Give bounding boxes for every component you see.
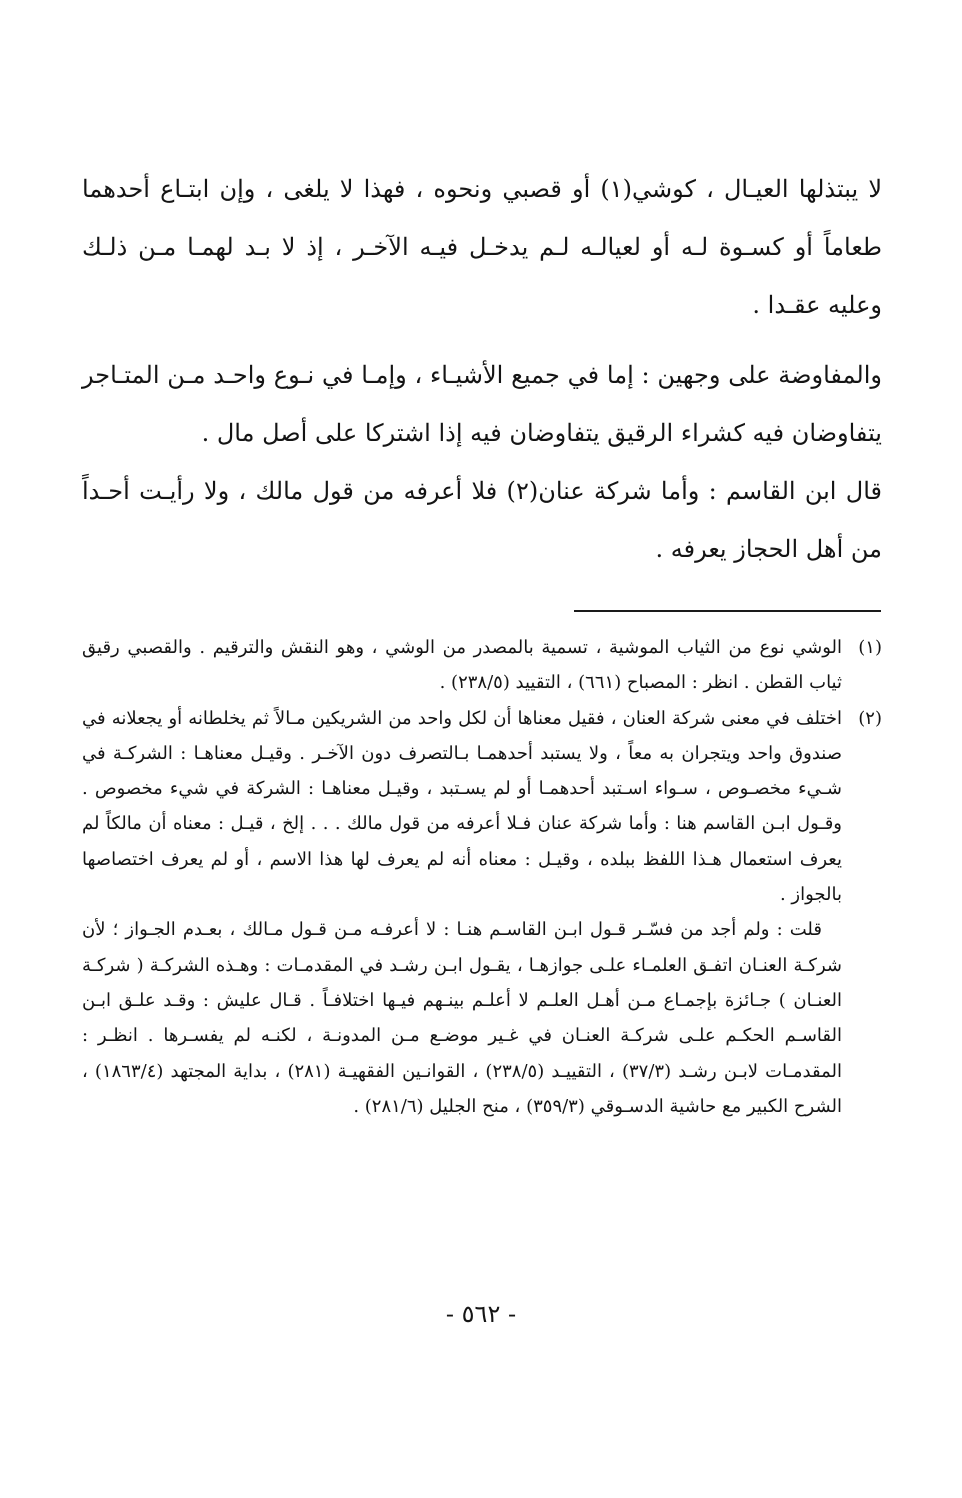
paragraph-3: قال ابن القاسم : وأما شركة عنان(٢) فلا أعرفه من قول مالك ، ولا رأيـت أحـداً من أهل الحجاز يعرفه . xyxy=(82,477,883,563)
page-number: - ٥٦٢ - xyxy=(445,1300,517,1328)
footnote-2 xyxy=(82,701,882,913)
footnote-1-number: (١) xyxy=(858,637,882,658)
paragraph-1: لا يبتذلها العيـال ، كوشي(١) أو قصبي ونحوه ، فهذا لا يلغى ، وإن ابتـاع أحدهما طعاماً أو كسـوة لـه أو لعيالـه لـم يدخـل فيـه الآخـر ، إذ لا بـد لهمـا مـن ذلـك وعليه عقـدا . xyxy=(82,175,883,319)
footnote-separator xyxy=(574,610,881,612)
footnote-2-number: (٢) xyxy=(858,707,882,729)
footnote-2-text: اختلف في معنى شركة العنان ، فقيل معناها أن لكل واحد من الشريكين مـالاً ثم يخلطانه أو يجعلانه في صندوق واحد ويتجران به معاً ، ولا يستبد أحدهمـا بـالتصرف دون الآخـر . وقيـل معناهـا : الشركـة في شـيء مخصـوص ، سـواء اسـتبد أحدهمـا أو لم يسـتبد ، وقيـل معناهـا : الشركة في شيء مخصوص . وقـول ابـن القاسم هنا : وأما شركة عنان فـلا أعرفه من قول مالك . . . إلخ ، قيـل : معناه أن مالكاً لم يعرف استعمال هـذا اللفظ ببلده ، وقيـل : معناه أنه لم يعرف لها هذا الاسم ، أو لم يعرف اختصاصها بالجواز . xyxy=(82,707,842,906)
main-text-body xyxy=(82,160,882,578)
footnotes-section xyxy=(82,630,882,1124)
footnote-2-note: قلت : ولم أجد من فسّـر قـول ابـن القاسـم هنـا : لا أعرفـه مـن قـول مـالك ، بعـدم الجـواز ؛ لأن شركـة العنـان اتفـق العلمـاء علـى جوازهـا ، يقـول ابـن رشـد في المقدمـات : وهـذه الشركـة ( شركـة العنـان ) جـائزة بإجمـاع مـن أهـل العلـم لا أعلـم بينـهم فيـها اختلافـاً . قـال عليش : وقـد علـق ابـن القاسـم الحكـم علـى شركـة العنـان في غـير موضـع مـن المدونـة ، لكنـه لم يفسـرها . انظـر : المقدمـات لابـن رشـد (٣٧/٣) ، التقييـد (٢٣٨/٥) ، القوانـين الفقهيـة (٢٨١) ، بداية المجتهد (١٨٦٣/٤) ، الشرح الكبير مع حاشية الدسـوقي (٣٥٩/٣) ، منح الجليل (٢٨١/٦) . xyxy=(82,919,842,1117)
paragraph-2: والمفاوضة على وجهين : إما في جميع الأشيـاء ، وإمـا في نـوع واحـد مـن المتـاجر يتفاوضان فيه كشراء الرقيق يتفاوضان فيه إذا اشتركا على أصل مال . xyxy=(82,361,882,447)
footnote-1-text: الوشي نوع من الثياب الموشية ، تسمية بالمصدر من الوشي ، وهو النقش والترقيم . والقصبي رقيق ثياب القطن . انظر : المصباح (٦٦١) ، التقييد (٢٣٨/٥) . xyxy=(82,637,842,694)
footnote-1 xyxy=(82,630,882,701)
